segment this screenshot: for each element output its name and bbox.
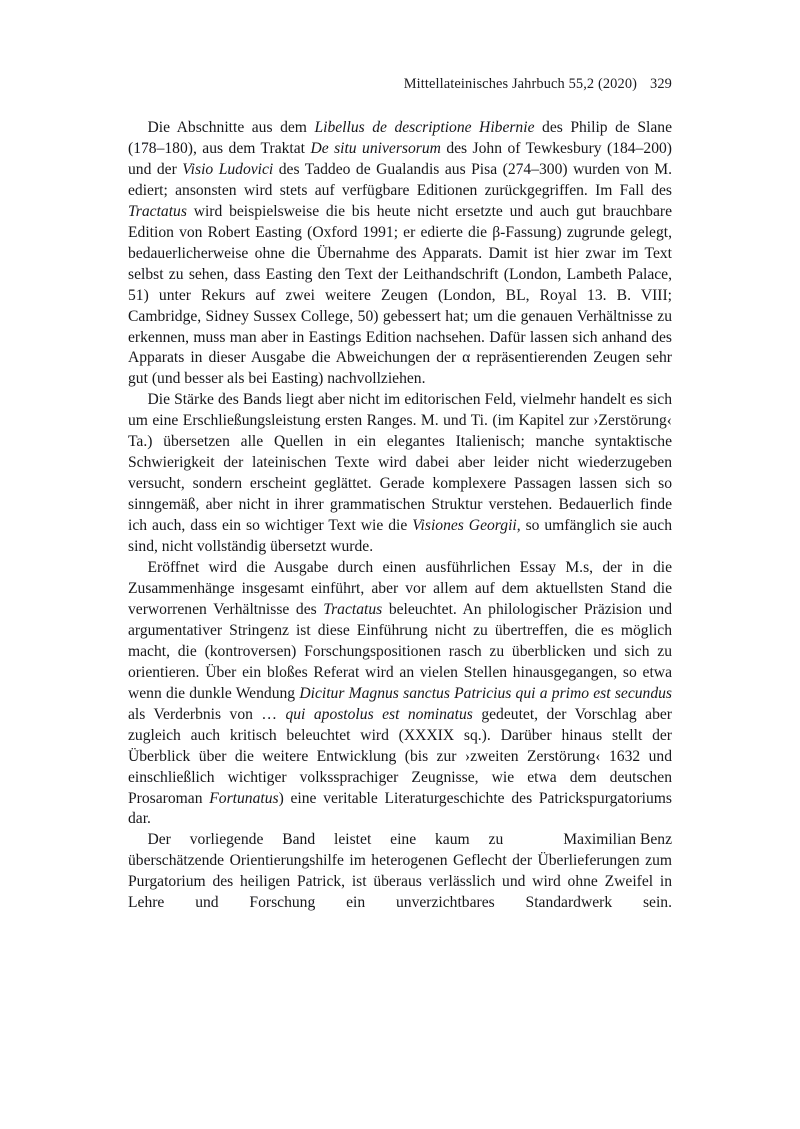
page-number: 329	[650, 76, 672, 92]
italic-title-run: Visiones Georgii	[412, 517, 517, 535]
paragraph-4	[128, 830, 672, 935]
text-run: ) eine veritable Literaturgeschichte des Patrickspurgatoriums dar.	[128, 789, 672, 828]
text-run: des Taddeo de Gualandis aus Pisa (274–300) wurden von M. ediert; ansonsten wird stets auf verfügbare Editionen zurückgegriffen. Im Fall des	[128, 160, 672, 199]
running-head-journal-reference: Mittellateinisches Jahrbuch 55,2 (2020)	[403, 76, 638, 92]
text-run: des John of Tewkesbury (184–200) und der	[128, 139, 672, 178]
running-head	[128, 76, 672, 93]
italic-title-run: qui apostolus est nominatus	[285, 705, 473, 723]
text-run: beleuchtet. An philologischer Präzision und argumentativer Stringenz ist diese Einführung nicht zu übertreffen, die es möglich macht, die (kontroversen) Forschungspositionen rasch zu überblicken und sich zu orientieren. Über ein bloßes Referat wird an vielen Stellen hinausgegangen, so etwa wenn die dunkle Wendung	[128, 600, 672, 702]
text-run: Die Abschnitte aus dem	[147, 119, 315, 136]
text-run: , so umfänglich sie auch sind, nicht vollständig übersetzt wurde.	[128, 517, 672, 556]
text-run: als Verderbnis von …	[128, 705, 286, 723]
italic-title-run: Tractatus	[323, 600, 383, 618]
text-run: des Philip de Slane (178–180), aus dem Traktat	[128, 119, 672, 157]
text-run: Der vorliegende Band leistet eine kaum zu überschätzende Orientierungshilfe im heterogenen Geflecht der Überlieferungen zum Purgatorium des heiligen Patrick, ist überaus verlässlich und wird ohne Zweifel in Lehre und Forschung ein unverzichtbares Standardwerk sein.	[128, 831, 672, 912]
paragraph-3	[128, 558, 672, 830]
body-text-block	[128, 118, 672, 935]
text-run: wird beispielsweise die bis heute nicht ersetzte und auch gut brauchbare Edition von Robert Easting (Oxford 1991; er edierte die β-Fassung) zugrunde gelegt, bedauerlicherweise ohne die Übernahme des Apparats. Damit ist hier zwar im Text selbst zu sehen, dass Easting den Text der Leithandschrift (London, Lambeth Palace, 51) unter Rekurs auf zwei weitere Zeugen (London, BL, Royal 13. B. VIII; Cambridge, Sidney Sussex College, 50) gebessert hat; um die genauen Verhältnisse zu erkennen, muss man aber in Eastings Edition nachsehen. Dafür lassen sich anhand des Apparats in dieser Ausgabe die Abweichungen der α repräsentierenden Zeugen sehr gut (und besser als bei Easting) nachvollziehen.	[128, 202, 672, 388]
italic-title-run: De situ universorum	[310, 139, 441, 157]
paragraph-2	[128, 390, 672, 558]
italic-title-run: Dicitur Magnus sanctus Patricius qui a primo est secundus	[299, 684, 672, 702]
text-run: gedeutet, der Vorschlag aber zugleich auch kritisch beleuchtet wird (XXXIX sq.). Darüber hinaus stellt der Überblick über die weitere Entwicklung (bis zur ›zweiten Zerstörung‹ 1632 und einschließlich wichtiger volkssprachiger Zeugnisse, wie etwa dem deutschen Prosaroman	[128, 705, 672, 807]
reviewer-signature: Maximilian Benz	[563, 831, 672, 849]
text-run: Eröffnet wird die Ausgabe durch einen ausführlichen Essay M.s, der in die Zusammenhänge insgesamt einführt, aber vor allem auf dem aktuellsten Stand die verworrenen Verhältnisse des	[128, 559, 672, 618]
italic-title-run: Tractatus	[128, 202, 187, 220]
text-run: Die Stärke des Bands liegt aber nicht im editorischen Feld, vielmehr handelt es sich um eine Erschließungsleistung ersten Ranges. M. und Ti. (im Kapitel zur ›Zerstörung‹ Ta.) übersetzen alle Quellen in ein elegantes Italienisch; manche syntaktische Schwierigkeit der lateinischen Texte wird dabei aber leider nicht wiederzugeben versucht, sondern erscheint geglättet. Gerade komplexere Passagen lassen sich so sinngemäß, aber nicht in ihrer grammatischen Struktur verstehen. Bedauerlich finde ich auch, dass ein so wichtiger Text wie die	[128, 391, 672, 535]
italic-title-run: Fortunatus	[209, 789, 279, 807]
italic-title-run: Visio Ludovici	[182, 160, 274, 178]
italic-title-run: Libellus de descriptione Hibernie	[314, 119, 535, 136]
paragraph-1	[128, 118, 672, 390]
